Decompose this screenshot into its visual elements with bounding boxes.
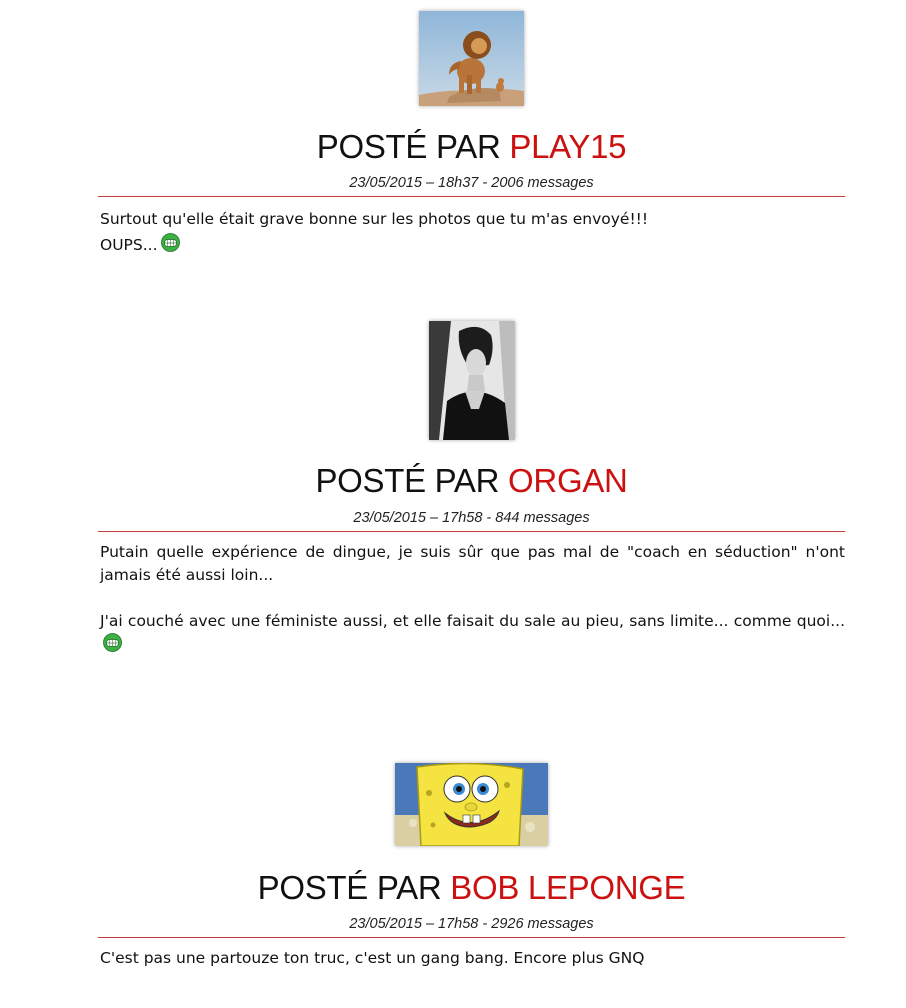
post-body <box>98 541 845 657</box>
post-meta: 23/05/2015 – 17h58 - 2926 messages <box>349 916 594 932</box>
woman-image <box>429 321 515 440</box>
post-time: 18h37 <box>438 175 479 191</box>
post-line-last: OUPS... <box>100 232 845 258</box>
spongebob-avatar[interactable] <box>395 763 548 846</box>
post-title <box>98 461 845 501</box>
lion-avatar[interactable] <box>419 11 524 106</box>
author-name[interactable]: ORGAN <box>508 462 628 499</box>
post-line: Surtout qu'elle était grave bonne sur les photos que tu m'as envoyé!!! <box>100 210 649 228</box>
message-count: 2006 messages <box>491 175 594 191</box>
author-name[interactable]: PLAY15 <box>509 128 627 165</box>
post-time: 17h58 <box>442 510 483 526</box>
post-meta: 23/05/2015 – 17h58 - 844 messages <box>353 510 590 526</box>
post <box>98 11 845 258</box>
post-date: 23/05/2015 <box>353 510 426 526</box>
post <box>98 321 845 657</box>
woman-avatar[interactable] <box>429 321 515 440</box>
message-count: 2926 messages <box>491 916 594 932</box>
post <box>98 763 845 970</box>
post-date: 23/05/2015 <box>349 175 422 191</box>
title-prefix: POSTÉ PAR <box>316 128 501 165</box>
message-count: 844 messages <box>495 510 590 526</box>
post-paragraph-last: J'ai couché avec une féministe aussi, et elle faisait du sale au pieu, sans limite... comme quoi... <box>100 610 845 657</box>
grin-smiley-icon <box>161 233 180 252</box>
spongebob-image <box>395 763 548 846</box>
post-title <box>98 127 845 167</box>
post-body <box>98 947 845 970</box>
post-body <box>98 206 845 258</box>
post-title <box>98 868 845 908</box>
author-name[interactable]: BOB LEPONGE <box>450 869 686 906</box>
post-time: 17h58 <box>438 916 479 932</box>
post-meta: 23/05/2015 – 18h37 - 2006 messages <box>349 175 594 191</box>
grin-smiley-icon <box>103 633 122 652</box>
lion-image <box>419 11 524 106</box>
title-prefix: POSTÉ PAR <box>315 462 500 499</box>
post-paragraph: Putain quelle expérience de dingue, je suis sûr que pas mal de "coach en séduction" n'ont jamais été aussi loin... <box>100 543 845 584</box>
post-date: 23/05/2015 <box>349 916 422 932</box>
post-paragraph: C'est pas une partouze ton truc, c'est un gang bang. Encore plus GNQ <box>100 949 645 967</box>
title-prefix: POSTÉ PAR <box>257 869 442 906</box>
